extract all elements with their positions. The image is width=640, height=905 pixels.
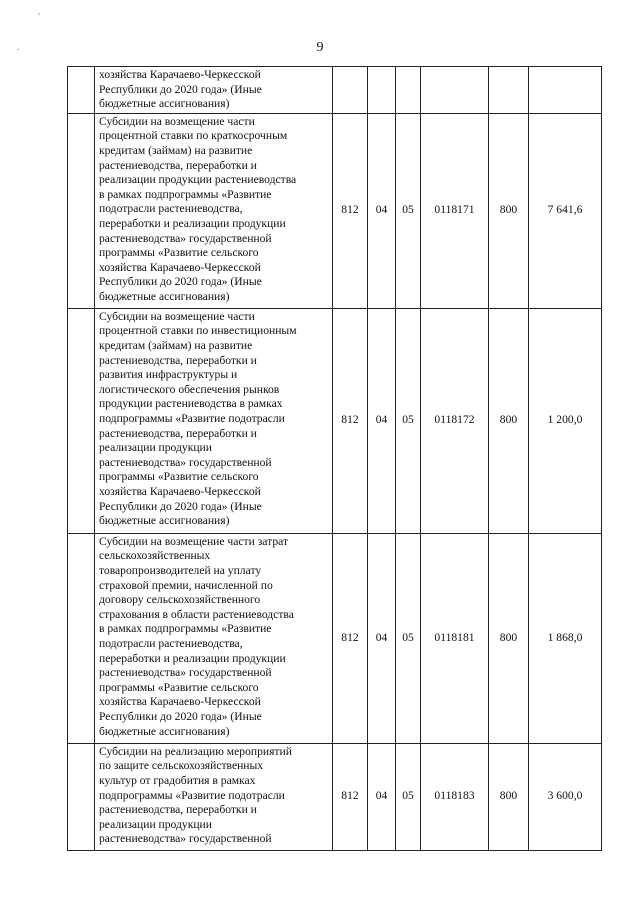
table-row [68,67,602,114]
expense-name-cell [95,743,333,850]
section-code [368,67,396,114]
section-code: 04 [368,308,396,533]
row-number-cell [68,533,95,743]
subsection-code: 05 [396,113,421,308]
table-row [68,743,602,850]
target-article-code: 0118171 [421,113,489,308]
target-article-code [421,67,489,114]
table-row [68,533,602,743]
row-number-cell [68,743,95,850]
grbs-code [333,67,368,114]
grbs-code: 812 [333,113,368,308]
expense-type-code: 800 [489,533,529,743]
scan-speck: ' [38,12,40,23]
subsection-code: 05 [396,743,421,850]
expense-name-cell [95,113,333,308]
expense-name: хозяйства Карачаево-Черкесской Республики до 2020 года» (Иные бюджетные ассигнования) [99,68,262,111]
subsection-code: 05 [396,533,421,743]
scan-speck: . [17,42,20,53]
grbs-code: 812 [333,743,368,850]
subsection-code [396,67,421,114]
expense-name: Субсидии на возмещение части процентной ставки по краткосрочным кредитам (займам) на развитие растениеводства, переработки и реализации продукции растениеводства в рамках подпрограммы «Развитие подотрасли растениеводства, переработки и реализации продукции растениеводства» государственной программы «Развитие сельского хозяйства Карачаево-Черкесской Республики до 2020 года» (Иные бюджетные ассигнования) [99,114,297,303]
amount: 1 200,0 [529,308,602,533]
row-number-cell [68,67,95,114]
section-code: 04 [368,533,396,743]
expense-name: Субсидии на реализацию мероприятий по защите сельскохозяйственных культур от градобития в рамках подпрограммы «Развитие подотрасли растениеводства, переработки и реализации продукции растениеводства» государственной [99,744,292,846]
target-article-code: 0118183 [421,743,489,850]
amount [529,67,602,114]
target-article-code: 0118172 [421,308,489,533]
grbs-code: 812 [333,308,368,533]
row-number-cell [68,113,95,308]
expense-type-code: 800 [489,743,529,850]
budget-table [67,66,602,851]
expense-name: Субсидии на возмещение части затрат сельскохозяйственных товаропроизводителей на уплату страховой премии, начисленной по договору сельскохозяйственного страхования в области растениеводства в рамках подпрограммы «Развитие подотрасли растениеводства, переработки и реализации продукции растениеводства» государственной программы «Развитие сельского хозяйства Карачаево-Черкесской Республики до 2020 года» (Иные бюджетные ассигнования) [99,534,294,738]
table-row [68,113,602,308]
section-code: 04 [368,113,396,308]
expense-name-cell [95,308,333,533]
section-code: 04 [368,743,396,850]
target-article-code: 0118181 [421,533,489,743]
expense-name: Субсидии на возмещение части процентной ставки по инвестиционным кредитам (займам) на развитие растениеводства, переработки и развития инфраструктуры и логистического обеспечения рынков продукции растениеводства в рамках подпрограммы «Развитие подотрасли растениеводства, переработки и реализации продукции растениеводства» государственной программы «Развитие сельского хозяйства Карачаево-Черкесской Республики до 2020 года» (Иные бюджетные ассигнования) [99,309,297,528]
grbs-code: 812 [333,533,368,743]
expense-name-cell [95,533,333,743]
amount: 7 641,6 [529,113,602,308]
amount: 1 868,0 [529,533,602,743]
expense-name-cell [95,67,333,114]
expense-type-code: 800 [489,113,529,308]
page-number: 9 [316,40,324,55]
row-number-cell [68,308,95,533]
subsection-code: 05 [396,308,421,533]
table-row [68,308,602,533]
expense-type-code: 800 [489,308,529,533]
expense-type-code [489,67,529,114]
amount: 3 600,0 [529,743,602,850]
